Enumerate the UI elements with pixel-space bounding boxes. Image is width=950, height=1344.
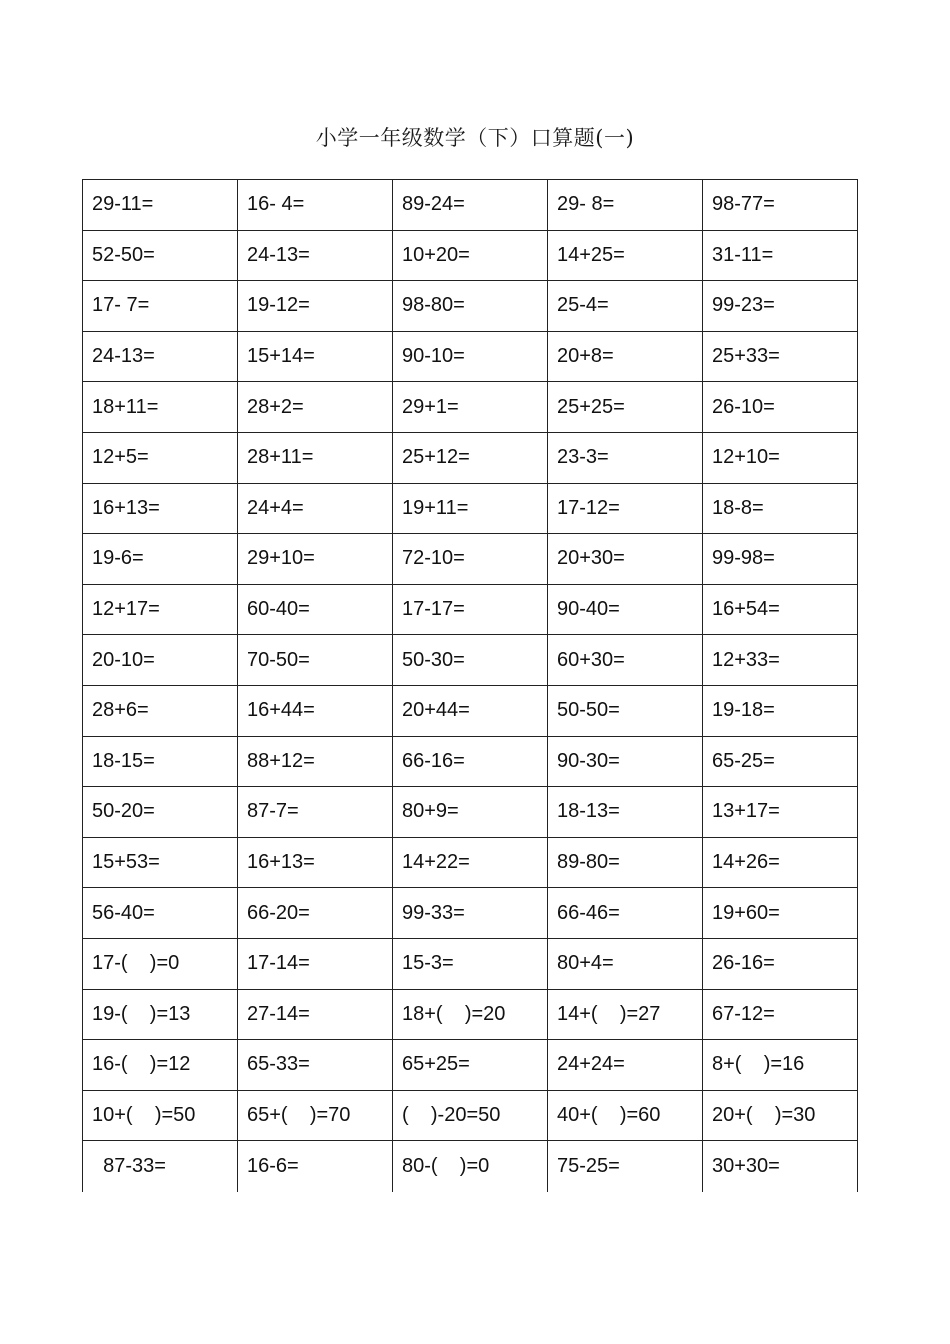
problem-cell: 90-40= [548,585,703,635]
problem-cell: 99-98= [712,547,775,570]
problem-cell: 28+2= [238,382,393,432]
table-row [83,534,857,585]
problem-cell: 89-80= [548,838,703,888]
problem-cell: 17-( )=0 [83,939,238,989]
problem-cell: 26-10= [712,395,775,418]
problem-cell: 80-( )=0 [393,1141,548,1192]
problem-cell: 19-( )=13 [83,990,238,1040]
problem-cell: 17-17= [393,585,548,635]
problem-cell: 60-40= [238,585,393,635]
problem-cell: 17- 7= [83,281,238,331]
problem-cell: 99-23= [712,294,775,317]
problem-cell: 52-50= [83,231,238,281]
problem-cell: 30+30= [712,1155,780,1178]
table-row [83,990,857,1041]
problem-cell: 20+8= [548,332,703,382]
problem-cell: 16+13= [238,838,393,888]
problem-cell: 31-11= [712,243,774,266]
problem-cell: 15+14= [238,332,393,382]
problem-cell: 20+44= [393,686,548,736]
problem-cell: 8+( )=16 [712,1053,805,1076]
problem-cell: 56-40= [83,888,238,938]
problem-cell: 16- 4= [238,180,393,230]
problem-cell: 25-4= [548,281,703,331]
problem-cell: 10+( )=50 [83,1091,238,1141]
problem-cell: 25+25= [548,382,703,432]
problem-cell: 16+13= [83,484,238,534]
table-row [83,1091,857,1142]
problem-cell: 29+1= [393,382,548,432]
problem-cell: 88+12= [238,737,393,787]
problem-cell: 28+6= [83,686,238,736]
problem-cell: 14+22= [393,838,548,888]
problem-cell: 87-33= [83,1141,238,1192]
problem-cell: 26-16= [712,952,775,975]
problem-cell: 16+54= [712,598,780,621]
problem-cell: 24+4= [238,484,393,534]
problem-cell: 18-13= [548,787,703,837]
problem-cell: 50-20= [83,787,238,837]
problem-cell: 25+12= [393,433,548,483]
problem-cell: 10+20= [393,231,548,281]
problem-cell: 19-6= [83,534,238,584]
problem-cell: 65-33= [238,1040,393,1090]
table-row [83,433,857,484]
problem-cell: 50-30= [393,635,548,685]
table-row [83,281,857,332]
problem-cell: 99-33= [393,888,548,938]
problem-cell: 19+60= [712,901,780,924]
problem-cell: 16-6= [238,1141,393,1192]
problem-cell: 87-7= [238,787,393,837]
problem-cell: 20+30= [548,534,703,584]
problem-cell: 50-50= [548,686,703,736]
problem-cell: 17-12= [548,484,703,534]
table-row [83,382,857,433]
problem-cell: 25+33= [712,345,780,368]
problem-cell: 18+( )=20 [393,990,548,1040]
problem-cell: 89-24= [393,180,548,230]
problem-cell: 23-3= [548,433,703,483]
table-row [83,332,857,383]
table-row [83,686,857,737]
problem-cell: 14+25= [548,231,703,281]
table-row [83,737,857,788]
problem-cell: 19-18= [712,699,775,722]
problem-cell: 24+24= [548,1040,703,1090]
arithmetic-table [82,179,858,1192]
problem-cell: 65+25= [393,1040,548,1090]
problem-cell: 18+11= [83,382,238,432]
problem-cell: 75-25= [548,1141,703,1192]
problem-cell: 29- 8= [548,180,703,230]
problem-cell: 27-14= [238,990,393,1040]
problem-cell: 16-( )=12 [83,1040,238,1090]
problem-cell: 12+17= [83,585,238,635]
problem-cell: 12+5= [83,433,238,483]
problem-cell: 98-77= [712,193,775,216]
table-row [83,484,857,535]
table-row [83,1141,857,1192]
problem-cell: 66-16= [393,737,548,787]
problem-cell: 65+( )=70 [238,1091,393,1141]
table-row [83,1040,857,1091]
table-row [83,838,857,889]
problem-cell: 15+53= [83,838,238,888]
table-row [83,231,857,282]
problem-cell: 90-30= [548,737,703,787]
table-row [83,635,857,686]
problem-cell: ( )-20=50 [393,1091,548,1141]
problem-cell: 60+30= [548,635,703,685]
problem-cell: 70-50= [238,635,393,685]
problem-cell: 28+11= [238,433,393,483]
problem-cell: 29-11= [83,180,238,230]
table-row [83,585,857,636]
problem-cell: 18-15= [83,737,238,787]
problem-cell: 17-14= [238,939,393,989]
table-row [83,787,857,838]
problem-cell: 66-46= [548,888,703,938]
problem-cell: 19-12= [238,281,393,331]
problem-cell: 72-10= [393,534,548,584]
problem-cell: 12+33= [712,648,780,671]
table-row [83,180,857,231]
problem-cell: 12+10= [712,446,780,469]
problem-cell: 65-25= [712,749,775,772]
problem-cell: 80+9= [393,787,548,837]
problem-cell: 29+10= [238,534,393,584]
problem-cell: 20-10= [83,635,238,685]
problem-cell: 14+26= [712,851,780,874]
problem-cell: 20+( )=30 [712,1103,816,1126]
table-row [83,939,857,990]
problem-cell: 18-8= [712,496,764,519]
problem-cell: 24-13= [238,231,393,281]
problem-cell: 24-13= [83,332,238,382]
problem-cell: 80+4= [548,939,703,989]
problem-cell: 98-80= [393,281,548,331]
problem-cell: 40+( )=60 [548,1091,703,1141]
problem-cell: 13+17= [712,800,780,823]
page-title: 小学一年级数学（下）口算题(一) [315,126,635,150]
problem-cell: 67-12= [712,1002,775,1025]
problem-cell: 15-3= [393,939,548,989]
problem-cell: 90-10= [393,332,548,382]
problem-cell: 16+44= [238,686,393,736]
problem-cell: 14+( )=27 [548,990,703,1040]
problem-cell: 66-20= [238,888,393,938]
problem-cell: 19+11= [393,484,548,534]
table-row [83,888,857,939]
